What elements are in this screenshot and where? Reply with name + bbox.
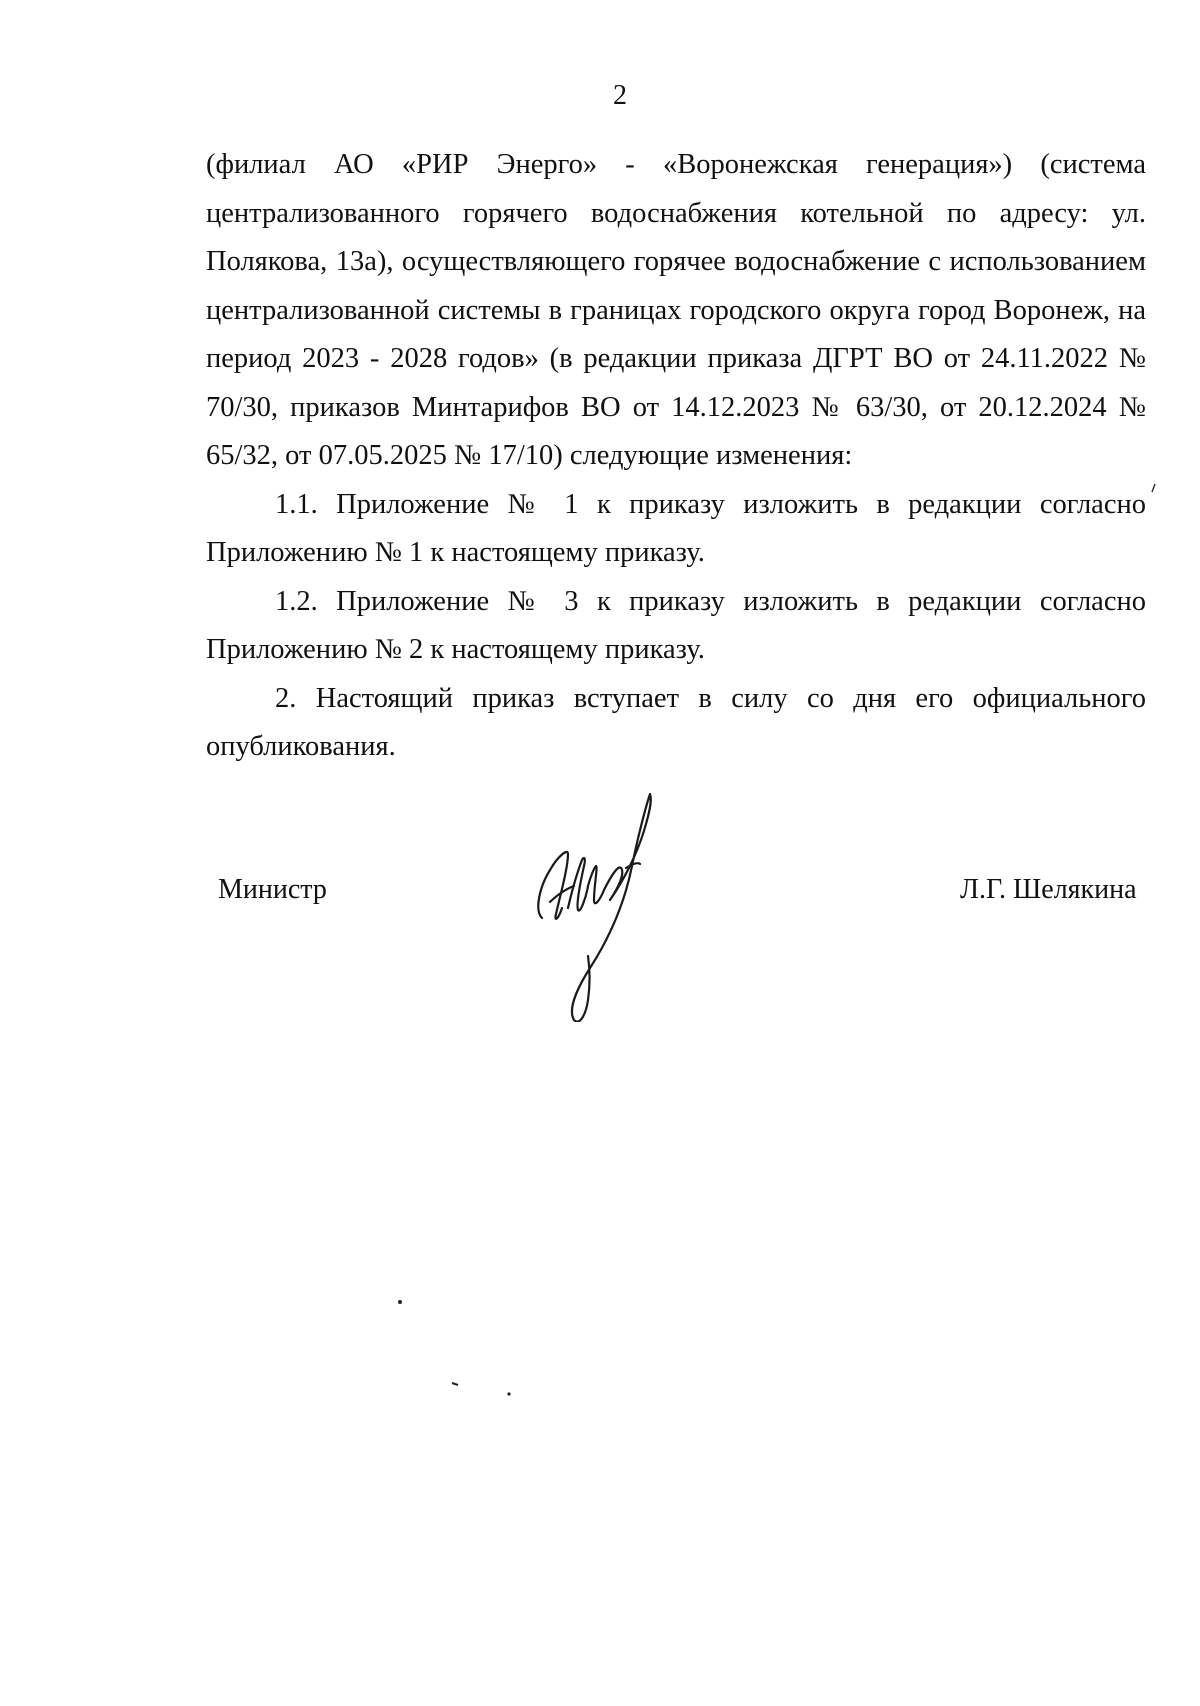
- paragraph-item-2: 2. Настоящий приказ вступает в силу со дня его официального опубликования.: [206, 682, 1146, 762]
- signatory-name: Л.Г. Шелякина: [960, 874, 1137, 905]
- paragraph-item-1-1: 1.1. Приложение № 1 к приказу изложить в редакции согласно Приложению № 1 к настоящему приказу.: [206, 488, 1146, 568]
- paragraph-continuation: (филиал АО «РИР Энерго» - «Воронежская генерация») (система централизованного горячего водоснабжения котельной по адресу: ул. Полякова, 13а), осуществляющего горячее водоснабжение с использованием централизованной системы в границах городского округа город Воронеж, на период 2023 - 2028 годов» (в редакции приказа ДГРТ ВО от 24.11.2022 № 70/30, приказов Минтарифов ВО от 14.12.2023 № 63/30, от 20.12.2024 № 65/32, от 07.05.2025 № 17/10) следующие изменения:: [206, 149, 1146, 471]
- paragraph-item-1-2: 1.2. Приложение № 3 к приказу изложить в редакции согласно Приложению № 2 к настоящему приказу.: [206, 585, 1146, 665]
- signatory-title: Министр: [218, 874, 327, 905]
- handwritten-signature: [528, 790, 688, 1022]
- page-number: 2: [613, 80, 627, 111]
- document-body: [206, 141, 1146, 772]
